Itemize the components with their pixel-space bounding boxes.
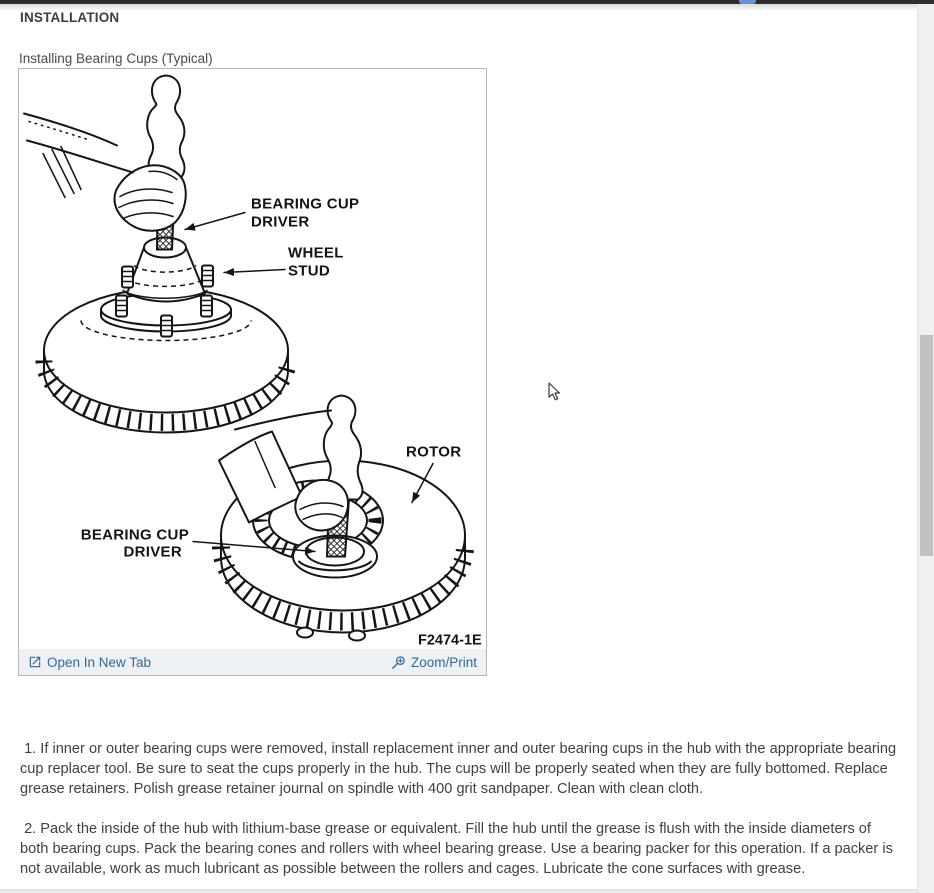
figure-label-bearing-cup-driver-bottom-line2: DRIVER (123, 543, 182, 561)
arrow-cursor-icon (548, 382, 561, 402)
figure-illustration (19, 69, 486, 649)
open-in-new-tab-link[interactable] (28, 655, 151, 670)
scrollbar-thumb[interactable] (920, 335, 933, 556)
figure-label-bearing-cup-driver-top: BEARING CUP (251, 195, 360, 213)
magnifier-plus-icon (391, 655, 406, 670)
figure-caption: Installing Bearing Cups (Typical) (19, 51, 213, 66)
zoom-print-link[interactable] (391, 655, 477, 670)
figure-label-rotor: ROTOR (406, 443, 462, 461)
figure-number: F2474-1E (418, 632, 482, 649)
toolbar-icon-fragment (739, 0, 756, 4)
bottom-panel-edge (0, 889, 917, 893)
figure-label-bearing-cup-driver-bottom: BEARING CUP (80, 526, 189, 544)
arrow-to-wheel-stud (224, 270, 285, 273)
toolbar-shadow (0, 4, 934, 11)
zoom-print-label: Zoom/Print (410, 654, 477, 670)
figure-label-wheel-stud-line2: STUD (288, 262, 331, 280)
open-in-new-tab-label: Open In New Tab (47, 654, 152, 670)
page-title: INSTALLATION (20, 10, 120, 25)
figure-top-hub-assembly (24, 76, 288, 433)
instruction-step-1: 1. If inner or outer bearing cups were removed, install replacement inner and outer bearing cups in the hub with the appropriate bearing cup replacer tool. Be sure to seat the cups properly in the hub. The cups will be properly seated when they are fully bottomed. Replace grease retainers. Polish grease retainer journal on spindle with 400 grit sandpaper. Clean with clean cloth. (20, 741, 901, 797)
arrow-to-driver-top (185, 213, 245, 230)
figure-toolbar (19, 649, 486, 675)
figure-panel (18, 68, 487, 676)
figure-label-wheel-stud: WHEEL (288, 244, 344, 262)
top-toolbar-edge (0, 0, 934, 4)
figure-bottom-rotor-assembly (219, 396, 465, 641)
figure-label-bearing-cup-driver-top-line2: DRIVER (251, 213, 310, 231)
vertical-scrollbar[interactable] (917, 0, 934, 893)
open-in-new-icon (28, 655, 42, 669)
instruction-step-2: 2. Pack the inside of the hub with lithium-base grease or equivalent. Fill the hub until the grease is flush with the inside diameters of both bearing cups. Pack the bearing cones and rollers with wheel bearing grease. Use a bearing packer for this operation. If a packer is not available, work as much lubricant as possible between the rollers and cages. Lubricate the cone surfaces with grease. (20, 821, 897, 877)
